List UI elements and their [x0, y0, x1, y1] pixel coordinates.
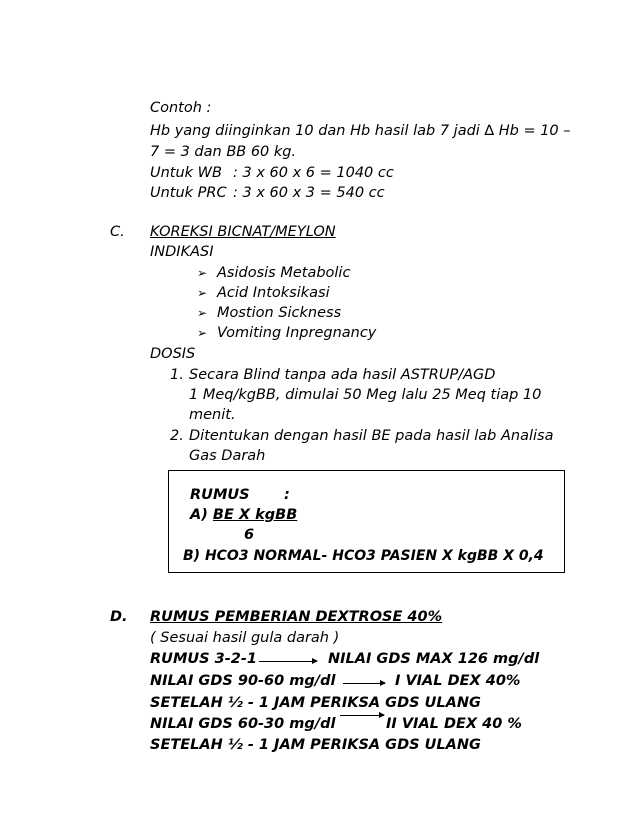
contoh-title: Contoh : [150, 100, 212, 116]
indikasi-item: Acid Intoksikasi [217, 285, 330, 301]
arrow-right-icon [343, 683, 385, 684]
bullet-arrow-icon: ➢ [197, 306, 208, 320]
gds-90-60: NILAI GDS 90-60 mg/dl [150, 673, 336, 689]
contoh-wb-row [150, 164, 394, 182]
setelah-1: SETELAH ½ - 1 JAM PERIKSA GDS ULANG [150, 695, 481, 711]
vial-1: I VIAL DEX 40% [395, 673, 521, 689]
rumus-b: B) HCO3 NORMAL- HCO3 PASIEN X kgBB X 0,4 [183, 548, 544, 564]
dosis-label: DOSIS [150, 346, 196, 362]
prc-label: Untuk PRC [150, 185, 227, 201]
rumus-a [190, 506, 297, 524]
dosis-number: 1. [170, 367, 184, 383]
contoh-line-2: 7 = 3 dan BB 60 kg. [150, 144, 297, 160]
dosis-line: 1 Meq/kgBB, dimulai 50 Meg lalu 25 Meq tiap 10 [189, 387, 542, 403]
wb-label: Untuk WB [150, 165, 222, 181]
gds-60-30: NILAI GDS 60-30 mg/dl [150, 716, 336, 732]
bullet-arrow-icon: ➢ [197, 266, 208, 280]
indikasi-item: Asidosis Metabolic [217, 265, 351, 281]
rumus-label: RUMUS [190, 487, 250, 503]
arrow-right-icon [259, 661, 317, 662]
section-c-letter: C. [110, 224, 125, 240]
prc-value: : 3 x 60 x 3 = 540 cc [233, 185, 385, 201]
contoh-prc-row [150, 184, 385, 202]
section-d-subtitle: ( Sesuai hasil gula darah ) [150, 630, 340, 646]
bullet-arrow-icon: ➢ [197, 286, 208, 300]
dosis-line: Gas Darah [189, 448, 266, 464]
indikasi-item: Vomiting Inpregnancy [217, 325, 377, 341]
rumus-321: RUMUS 3-2-1 [150, 651, 257, 667]
rumus-a-prefix: A) [190, 507, 208, 523]
wb-value: : 3 x 60 x 6 = 1040 cc [233, 165, 394, 181]
indikasi-label: INDIKASI [150, 244, 214, 260]
gds-max: NILAI GDS MAX 126 mg/dl [328, 651, 540, 667]
arrow-right-icon [340, 715, 384, 716]
section-d-letter: D. [110, 609, 128, 625]
setelah-2: SETELAH ½ - 1 JAM PERIKSA GDS ULANG [150, 737, 481, 753]
contoh-line-1: Hb yang diinginkan 10 dan Hb hasil lab 7 jadi ∆ Hb = 10 – [150, 123, 571, 139]
rumus-a-numerator: BE X kgBB [212, 507, 298, 523]
bullet-arrow-icon: ➢ [197, 326, 208, 340]
vial-2: II VIAL DEX 40 % [386, 716, 522, 732]
indikasi-item: Mostion Sickness [217, 305, 342, 321]
dosis-line: Secara Blind tanpa ada hasil ASTRUP/AGD [189, 367, 496, 383]
dosis-line: menit. [189, 407, 236, 423]
section-d-title: RUMUS PEMBERIAN DEXTROSE 40% [150, 609, 443, 625]
rumus-colon: : [284, 487, 290, 503]
rumus-a-denominator: 6 [244, 527, 255, 543]
dosis-line: Ditentukan dengan hasil BE pada hasil lab Analisa [189, 428, 554, 444]
dosis-number: 2. [170, 428, 184, 444]
section-c-title: KOREKSI BICNAT/MEYLON [150, 224, 336, 240]
